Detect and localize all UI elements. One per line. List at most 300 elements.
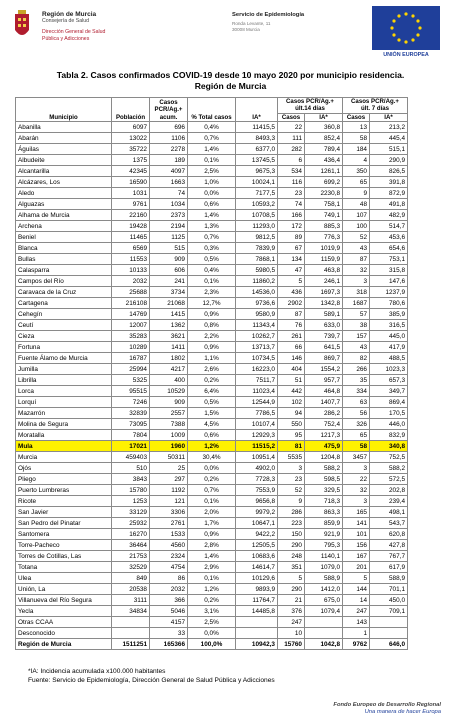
cell-pct-total: 0,1%: [188, 573, 236, 584]
cell-pct-total: 2,0%: [188, 507, 236, 518]
cell-ia: [236, 628, 278, 639]
cell-casos-acum: 33: [150, 628, 188, 639]
cell-ult14-ia: 2230,8: [305, 188, 343, 199]
cell-poblacion: 459403: [112, 452, 150, 463]
org-directorate-line1: Dirección General de Salud: [42, 29, 106, 35]
cell-poblacion: [112, 628, 150, 639]
cell-ult14-casos: 223: [278, 518, 305, 529]
cell-ia: 10129,6: [236, 573, 278, 584]
cell-casos-acum: 4217: [150, 364, 188, 375]
cell-ult14-ia: 859,9: [305, 518, 343, 529]
cell-ult14-ia: 795,3: [305, 540, 343, 551]
cell-ia: 13713,7: [236, 342, 278, 353]
table-title-line1: Tabla 2. Casos confirmados COVID-19 desde 10 mayo 2020 por municipio residencia.: [56, 70, 405, 80]
cell-ult7-ia: 170,5: [370, 408, 408, 419]
table-row: [16, 540, 408, 551]
cell-ult7-casos: 165: [343, 507, 370, 518]
cell-ult14-casos: 23: [278, 188, 305, 199]
cell-pct-total: 2,9%: [188, 562, 236, 573]
note-ia-definition: *IA: Incidencia acumulada x100.000 habitantes: [28, 668, 166, 675]
cell-casos-acum: 1125: [150, 232, 188, 243]
cell-ult14-ia: 957,7: [305, 375, 343, 386]
cell-municipio: Águilas: [16, 144, 112, 155]
cell-pct-total: 1,4%: [188, 144, 236, 155]
col-casos-acum: [150, 98, 188, 122]
cell-pct-total: 1,4%: [188, 210, 236, 221]
cell-municipio: Moratalla: [16, 430, 112, 441]
cell-ult14-ia: 921,9: [305, 529, 343, 540]
cell-municipio: Albudeite: [16, 155, 112, 166]
cell-casos-acum: 297: [150, 474, 188, 485]
cell-municipio: San Pedro del Pinatar: [16, 518, 112, 529]
cell-municipio: Murcia: [16, 452, 112, 463]
cell-casos-acum: 3306: [150, 507, 188, 518]
col-ult7-ia: IA*: [370, 113, 408, 121]
cell-ult14-casos: 286: [278, 507, 305, 518]
cell-ult14-ia: 1554,2: [305, 364, 343, 375]
cell-ult7-ia: 290,9: [370, 155, 408, 166]
cell-ult14-ia: [305, 628, 343, 639]
cell-ult7-ia: 427,8: [370, 540, 408, 551]
cell-ult7-casos: 43: [343, 342, 370, 353]
cell-ult7-ia: 417,9: [370, 342, 408, 353]
table-row: [16, 155, 408, 166]
table-row: [16, 441, 408, 452]
cell-pct-total: 1,1%: [188, 353, 236, 364]
cell-ult7-casos: 107: [343, 210, 370, 221]
cell-pct-total: 0,0%: [188, 463, 236, 474]
cell-ult7-casos: 35: [343, 375, 370, 386]
cell-ult7-ia: 202,8: [370, 485, 408, 496]
cell-ult14-casos: 436: [278, 287, 305, 298]
cell-ult7-ia: 491,8: [370, 199, 408, 210]
cell-municipio: Lorca: [16, 386, 112, 397]
cell-pct-total: 0,5%: [188, 397, 236, 408]
feder-fund-name: Fondo Europeo de Desarrollo Regional: [333, 702, 441, 708]
table-row: [16, 353, 408, 364]
cell-ult7-ia: 385,9: [370, 309, 408, 320]
cell-pct-total: 1,0%: [188, 177, 236, 188]
cell-ult7-ia: 1237,9: [370, 287, 408, 298]
cell-municipio: Fortuna: [16, 342, 112, 353]
cell-ia: 7728,3: [236, 474, 278, 485]
cell-ult7-casos: 334: [343, 386, 370, 397]
cell-ia: 11343,4: [236, 320, 278, 331]
col-ult14-ia: IA*: [305, 113, 343, 121]
cell-casos-acum: 1960: [150, 441, 188, 452]
table-row: [16, 518, 408, 529]
cell-ult7-ia: 832,9: [370, 430, 408, 441]
cell-ult14-ia: 464,8: [305, 386, 343, 397]
cell-ult14-ia: 246,1: [305, 276, 343, 287]
cell-ult7-casos: 52: [343, 232, 370, 243]
cell-ia: 12544,9: [236, 397, 278, 408]
cell-ult7-ia: 826,5: [370, 166, 408, 177]
cell-ult14-ia: 1079,4: [305, 606, 343, 617]
cell-ia: 9422,2: [236, 529, 278, 540]
cell-municipio: Torres de Cotillas, Las: [16, 551, 112, 562]
service-address: Ronda Levante, 11: [232, 20, 271, 26]
col-casos-acum-l2: PCR/Ag.+: [154, 106, 183, 114]
cell-ult7-ia: 450,0: [370, 595, 408, 606]
cell-ult14-ia: 463,8: [305, 265, 343, 276]
cell-ult7-casos: 100: [343, 221, 370, 232]
cell-poblacion: 25688: [112, 287, 150, 298]
cell-poblacion: [112, 617, 150, 628]
table-row: [16, 375, 408, 386]
cell-casos-acum: 121: [150, 496, 188, 507]
cell-ia: 10107,4: [236, 419, 278, 430]
cell-pct-total: 1,7%: [188, 518, 236, 529]
table-row: [16, 243, 408, 254]
cell-poblacion: 25994: [112, 364, 150, 375]
cell-poblacion: 1031: [112, 188, 150, 199]
cell-poblacion: 5325: [112, 375, 150, 386]
cell-ult14-ia: 885,3: [305, 221, 343, 232]
cell-ult14-ia: 1019,9: [305, 243, 343, 254]
cell-ult14-casos: 5: [278, 276, 305, 287]
cell-ia: 7177,5: [236, 188, 278, 199]
cell-poblacion: 11465: [112, 232, 150, 243]
cell-ult14-casos: 351: [278, 562, 305, 573]
cell-ult14-ia: 1159,9: [305, 254, 343, 265]
cell-pct-total: 2,5%: [188, 617, 236, 628]
cell-ult7-casos: 14: [343, 595, 370, 606]
cell-ult14-casos: 47: [278, 265, 305, 276]
cell-ult7-ia: 498,1: [370, 507, 408, 518]
cell-ia: 14536,0: [236, 287, 278, 298]
table-row: [16, 496, 408, 507]
cell-ult14-casos: 52: [278, 485, 305, 496]
cell-municipio: Alhama de Murcia: [16, 210, 112, 221]
cell-municipio: Librilla: [16, 375, 112, 386]
cell-casos-acum: 4157: [150, 617, 188, 628]
cell-ult14-casos: 247: [278, 617, 305, 628]
cell-ult14-casos: 51: [278, 375, 305, 386]
covid-cases-table: [15, 97, 408, 650]
cell-poblacion: 22160: [112, 210, 150, 221]
cell-casos-acum: 515: [150, 243, 188, 254]
cell-ult7-ia: 588,9: [370, 573, 408, 584]
cell-poblacion: 7246: [112, 397, 150, 408]
cell-poblacion: 216108: [112, 298, 150, 309]
cell-ult14-casos: 95: [278, 430, 305, 441]
cell-pct-total: 0,8%: [188, 320, 236, 331]
cell-ia: 10708,5: [236, 210, 278, 221]
cell-poblacion: 16270: [112, 529, 150, 540]
cell-ult7-casos: 56: [343, 408, 370, 419]
cell-ult7-casos: 57: [343, 309, 370, 320]
table-row: [16, 265, 408, 276]
cell-casos-acum: 696: [150, 122, 188, 133]
cell-poblacion: 7804: [112, 430, 150, 441]
cell-ult14-casos: 404: [278, 364, 305, 375]
cell-ult7-ia: 445,4: [370, 133, 408, 144]
cell-ult7-casos: 3: [343, 276, 370, 287]
cell-ult14-casos: 134: [278, 254, 305, 265]
cell-ult14-casos: 21: [278, 595, 305, 606]
cell-ult14-ia: 1042,8: [305, 639, 343, 650]
cell-municipio: Cehegín: [16, 309, 112, 320]
cell-pct-total: 2,6%: [188, 364, 236, 375]
cell-casos-acum: 366: [150, 595, 188, 606]
eu-label: UNIÓN EUROPEA: [383, 52, 429, 58]
cell-ult7-ia: 514,7: [370, 221, 408, 232]
cell-casos-acum: 2557: [150, 408, 188, 419]
cell-ult14-ia: 675,0: [305, 595, 343, 606]
cell-casos-acum: 3734: [150, 287, 188, 298]
cell-ult14-casos: 166: [278, 210, 305, 221]
cell-ult14-ia: 869,7: [305, 353, 343, 364]
cell-poblacion: 13022: [112, 133, 150, 144]
table-row: [16, 177, 408, 188]
cell-casos-acum: 189: [150, 155, 188, 166]
cell-ult14-ia: 752,4: [305, 419, 343, 430]
cell-ult7-ia: 1023,3: [370, 364, 408, 375]
cell-ia: 10734,5: [236, 353, 278, 364]
cell-ult14-ia: 758,1: [305, 199, 343, 210]
cell-ult7-casos: 1687: [343, 298, 370, 309]
cell-ia: 7839,9: [236, 243, 278, 254]
cell-ult14-casos: 89: [278, 232, 305, 243]
cell-ult7-casos: 184: [343, 144, 370, 155]
cell-ult14-ia: 641,5: [305, 342, 343, 353]
cell-ult14-ia: [305, 617, 343, 628]
cell-ult7-casos: 141: [343, 518, 370, 529]
cell-ult7-ia: 316,5: [370, 320, 408, 331]
feder-motto: Una manera de hacer Europa: [364, 709, 441, 715]
cell-municipio: Ricote: [16, 496, 112, 507]
cell-municipio: Blanca: [16, 243, 112, 254]
cell-ult7-casos: 3: [343, 463, 370, 474]
cell-casos-acum: 1802: [150, 353, 188, 364]
cell-casos-acum: 50311: [150, 452, 188, 463]
cell-ia: 6377,0: [236, 144, 278, 155]
cell-ia: 9580,9: [236, 309, 278, 320]
table-row: [16, 639, 408, 650]
cell-poblacion: 25932: [112, 518, 150, 529]
cell-poblacion: 14769: [112, 309, 150, 320]
cell-pct-total: 0,7%: [188, 133, 236, 144]
cell-pct-total: 2,8%: [188, 540, 236, 551]
cell-municipio: Otras CCAA: [16, 617, 112, 628]
cell-ult14-ia: 1079,0: [305, 562, 343, 573]
cell-ia: 12929,3: [236, 430, 278, 441]
col-pct-total: % Total casos: [188, 98, 236, 122]
cell-ult14-ia: 588,2: [305, 463, 343, 474]
cell-ult7-casos: 3457: [343, 452, 370, 463]
cell-casos-acum: 1663: [150, 177, 188, 188]
cell-ult14-casos: 23: [278, 474, 305, 485]
cell-casos-acum: 25: [150, 463, 188, 474]
cell-ult14-casos: 81: [278, 441, 305, 452]
cell-municipio: Molina de Segura: [16, 419, 112, 430]
cell-pct-total: 1,2%: [188, 584, 236, 595]
cell-municipio: Torre-Pacheco: [16, 540, 112, 551]
cell-casos-acum: 2278: [150, 144, 188, 155]
table-row: [16, 529, 408, 540]
cell-casos-acum: 1009: [150, 430, 188, 441]
cell-ult14-casos: 76: [278, 320, 305, 331]
cell-ult14-ia: 589,1: [305, 309, 343, 320]
service-block: [232, 12, 304, 34]
cell-municipio: Totana: [16, 562, 112, 573]
cell-poblacion: 10289: [112, 342, 150, 353]
cell-ia: 9979,2: [236, 507, 278, 518]
cell-pct-total: 100,0%: [188, 639, 236, 650]
table-row: [16, 463, 408, 474]
cell-ult7-casos: 58: [343, 133, 370, 144]
cell-casos-acum: 1415: [150, 309, 188, 320]
cell-ult14-casos: 282: [278, 144, 305, 155]
cell-municipio: Beniel: [16, 232, 112, 243]
table-row: [16, 628, 408, 639]
cell-municipio: Calasparra: [16, 265, 112, 276]
cell-casos-acum: 4754: [150, 562, 188, 573]
col-ult7: [343, 98, 408, 114]
cell-ult14-ia: 598,5: [305, 474, 343, 485]
cell-casos-acum: 1192: [150, 485, 188, 496]
cell-ia: 10683,6: [236, 551, 278, 562]
cell-poblacion: 6097: [112, 122, 150, 133]
cell-casos-acum: 1533: [150, 529, 188, 540]
cell-casos-acum: 5046: [150, 606, 188, 617]
cell-ult14-casos: 102: [278, 397, 305, 408]
cell-poblacion: 35283: [112, 331, 150, 342]
cell-pct-total: 1,5%: [188, 408, 236, 419]
cell-municipio: Alcantarilla: [16, 166, 112, 177]
cell-ult7-ia: 620,8: [370, 529, 408, 540]
cell-ia: 7553,9: [236, 485, 278, 496]
cell-ult14-casos: 172: [278, 221, 305, 232]
table-row: [16, 199, 408, 210]
cell-ult14-ia: 789,4: [305, 144, 343, 155]
cell-poblacion: 19428: [112, 221, 150, 232]
organization-block: [42, 11, 105, 43]
cell-ult7-casos: 144: [343, 584, 370, 595]
cell-ult14-casos: 146: [278, 353, 305, 364]
page-header: [0, 0, 461, 66]
cell-casos-acum: 241: [150, 276, 188, 287]
cell-ult7-ia: [370, 617, 408, 628]
cell-ult7-casos: 201: [343, 562, 370, 573]
cell-municipio: Mula: [16, 441, 112, 452]
table-row: [16, 188, 408, 199]
eu-flag-icon: [372, 6, 440, 50]
cell-poblacion: 9761: [112, 199, 150, 210]
cell-ult14-casos: 150: [278, 529, 305, 540]
table-row: [16, 122, 408, 133]
cell-ia: 14614,7: [236, 562, 278, 573]
cell-municipio: Ceutí: [16, 320, 112, 331]
cell-ult14-ia: 286,2: [305, 408, 343, 419]
cell-pct-total: 30,4%: [188, 452, 236, 463]
cell-ult7-casos: 87: [343, 254, 370, 265]
col-ult14-casos: Casos: [278, 113, 305, 121]
cell-ult14-casos: 111: [278, 133, 305, 144]
cell-ult14-casos: 290: [278, 540, 305, 551]
cell-pct-total: 0,2%: [188, 375, 236, 386]
col-ult14: [278, 98, 343, 114]
cell-pct-total: 0,5%: [188, 254, 236, 265]
table-row: [16, 595, 408, 606]
cell-ult7-ia: 340,8: [370, 441, 408, 452]
table-title: [0, 70, 461, 92]
cell-ult14-ia: 863,3: [305, 507, 343, 518]
cell-casos-acum: 2032: [150, 584, 188, 595]
table-notes: [28, 667, 275, 685]
cell-ia: 10593,2: [236, 199, 278, 210]
cell-ult14-casos: 74: [278, 199, 305, 210]
cell-ia: 12505,5: [236, 540, 278, 551]
cell-ult14-ia: 1697,3: [305, 287, 343, 298]
table-row: [16, 573, 408, 584]
table-row: [16, 298, 408, 309]
cell-ult7-ia: 701,1: [370, 584, 408, 595]
cell-ia: 9675,3: [236, 166, 278, 177]
cell-ult7-ia: 315,8: [370, 265, 408, 276]
col-ia: IA*: [236, 98, 278, 122]
cell-ult14-ia: 699,2: [305, 177, 343, 188]
cell-ia: [236, 617, 278, 628]
cell-ult7-casos: 48: [343, 199, 370, 210]
table-row: [16, 309, 408, 320]
table-row: [16, 342, 408, 353]
table-row: [16, 287, 408, 298]
cell-ult7-casos: 38: [343, 320, 370, 331]
cell-pct-total: 0,6%: [188, 199, 236, 210]
cell-ult7-ia: 515,1: [370, 144, 408, 155]
cell-ult7-ia: 453,6: [370, 232, 408, 243]
service-postcode: 30008 Murcia: [232, 27, 260, 32]
cell-pct-total: 0,2%: [188, 595, 236, 606]
feder-footer: [333, 702, 441, 716]
table-row: [16, 133, 408, 144]
cell-poblacion: 34834: [112, 606, 150, 617]
cell-ult14-casos: 15760: [278, 639, 305, 650]
cell-ult14-ia: 852,4: [305, 133, 343, 144]
cell-ult14-casos: 9: [278, 496, 305, 507]
cell-municipio: Región de Murcia: [16, 639, 112, 650]
cell-poblacion: 11553: [112, 254, 150, 265]
cell-municipio: Villanueva del Río Segura: [16, 595, 112, 606]
cell-ult7-casos: 247: [343, 606, 370, 617]
cell-ia: 4902,0: [236, 463, 278, 474]
cell-pct-total: 0,1%: [188, 155, 236, 166]
cell-ult14-ia: 1217,3: [305, 430, 343, 441]
cell-pct-total: 0,0%: [188, 188, 236, 199]
cell-poblacion: 3843: [112, 474, 150, 485]
cell-ult14-casos: 442: [278, 386, 305, 397]
cell-ult14-casos: 550: [278, 419, 305, 430]
cell-poblacion: 73095: [112, 419, 150, 430]
cell-ia: 11023,4: [236, 386, 278, 397]
col-casos-acum-l1: Casos: [159, 99, 178, 106]
table-header: [16, 98, 408, 122]
cell-ult14-ia: 588,9: [305, 573, 343, 584]
cell-poblacion: 32529: [112, 562, 150, 573]
cell-poblacion: 6569: [112, 243, 150, 254]
cell-municipio: Aledo: [16, 188, 112, 199]
cell-casos-acum: 10529: [150, 386, 188, 397]
cell-pct-total: 0,1%: [188, 276, 236, 287]
cell-ult7-casos: 65: [343, 430, 370, 441]
cell-pct-total: 0,4%: [188, 122, 236, 133]
cell-ult14-casos: 376: [278, 606, 305, 617]
org-department: Consejería de Salud: [42, 18, 90, 24]
cell-ult7-ia: 588,2: [370, 463, 408, 474]
cell-ia: 10024,1: [236, 177, 278, 188]
